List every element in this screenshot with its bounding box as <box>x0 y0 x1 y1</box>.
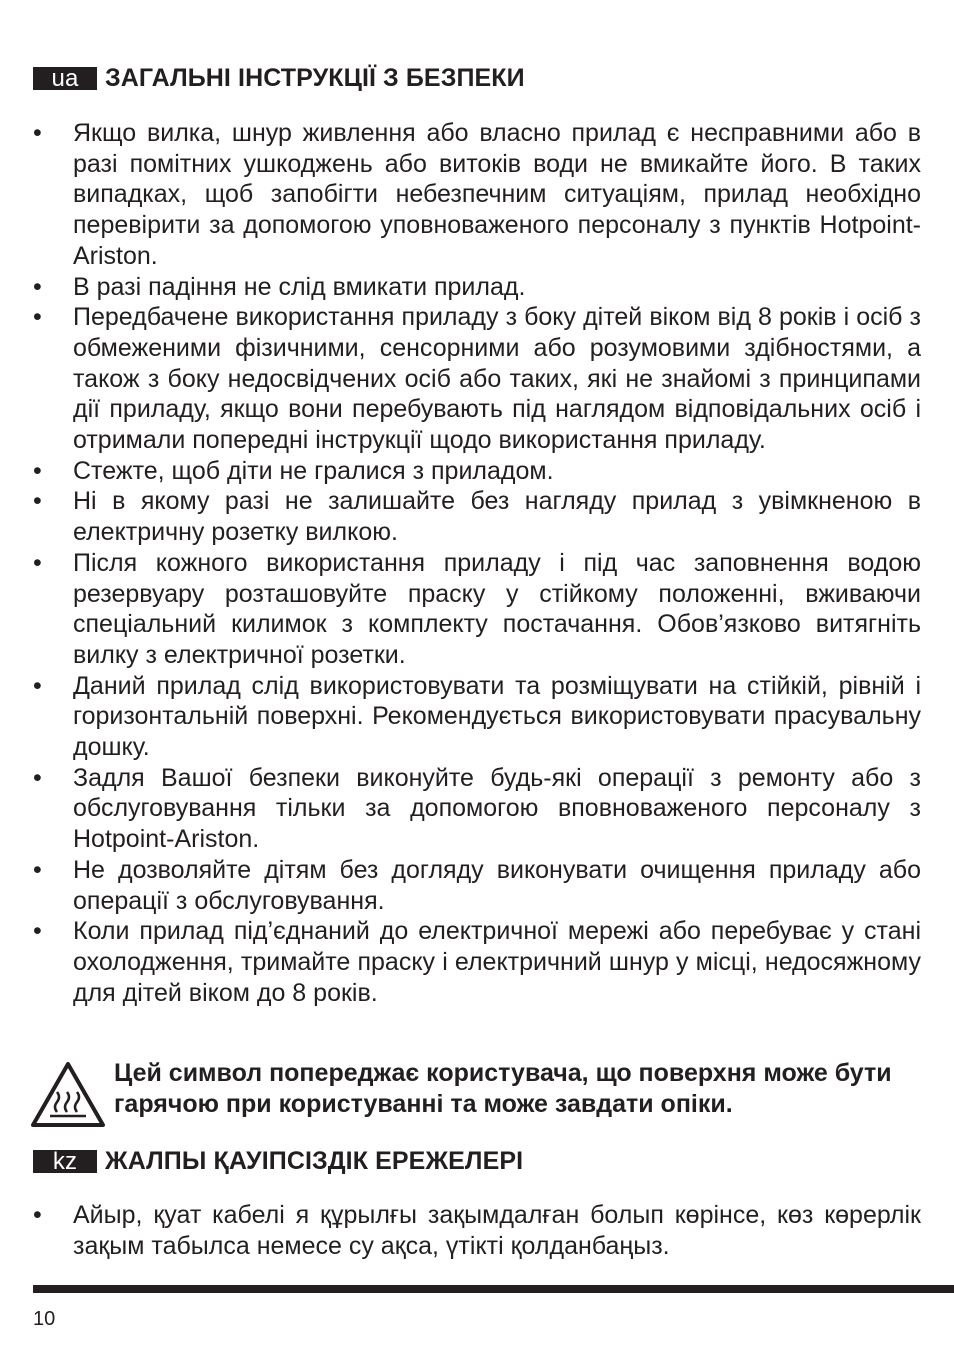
list-item: • Передбачене використання приладу з боку дітей віком від 8 років і осіб з обмеженими фізичними, сенсорними або розумовими здібностями, а також з боку недосвідчених осіб або таких, які не знайомі з принципами дії приладу, якщо вони перебувають під наглядом відповідальних осіб і отримали попередні інструкції щодо використання приладу. <box>33 303 921 455</box>
bullet: • <box>33 119 42 147</box>
list-item: • В разі падіння не слід вмикати прилад. <box>33 272 526 301</box>
section-title-ua: ЗАГАЛЬНІ ІНСТРУКЦІЇ З БЕЗПЕКИ <box>105 64 525 92</box>
section-title-kz: ЖАЛПЫ ҚАУІПСІЗДІК ЕРЕЖЕЛЕРІ <box>105 1147 524 1175</box>
language-badge-ua: ua <box>33 67 97 90</box>
bullet: • <box>33 303 42 332</box>
footer-rule <box>33 1285 954 1293</box>
bullet: • <box>33 917 42 946</box>
section-heading-kz <box>33 1147 523 1176</box>
list-item: • Після кожного використання приладу і під час заповнення водою резервуару розташовуйте праску у стійкому положенні, вживаючи спеціальний килимок з комплекту постачання. Обов’язково витягніть вилку з електричної розетки. <box>33 548 921 669</box>
safety-list-kz <box>33 1200 921 1261</box>
list-item: • Коли прилад під’єднаний до електричної мережі або перебуває у стані охолодження, тримайте праску і електричний шнур у місці, недосяжному для дітей віком до 8 років. <box>33 917 921 1007</box>
section-heading-ua <box>33 64 525 93</box>
list-item: • Не дозволяйте дітям без догляду виконувати очищення приладу або операції з обслуговування. <box>33 855 921 915</box>
bullet: • <box>33 855 42 884</box>
bullet: • <box>33 548 42 577</box>
bullet: • <box>33 456 42 485</box>
hot-surface-warning <box>30 1058 910 1128</box>
warning-text: Цей символ попереджає користувача, що поверхня може бути гарячою при користуванні та може завдати опіки. <box>114 1059 892 1118</box>
list-item: • Даний прилад слід використовувати та розміщувати на стійкій, рівній і горизонтальній поверхні. Рекомендується використовувати прасувальну дошку. <box>33 671 921 762</box>
list-item: • Айыр, қуат кабелі я құрылғы зақымдалған болып көрінсе, көз көрерлік зақым табылса немесе су ақса, үтікті қолданбаңыз. <box>33 1201 921 1260</box>
safety-list-ua <box>33 118 921 1008</box>
list-item: • Ні в якому разі не залишайте без нагляду прилад з увімкненою в електричну розетку вилкою. <box>33 487 921 547</box>
list-item: • Стежте, щоб діти не гралися з приладом. <box>33 456 554 485</box>
hot-surface-warning-icon <box>30 1060 106 1128</box>
language-badge-kz: kz <box>33 1150 97 1173</box>
list-item: • Задля Вашої безпеки виконуйте будь-які операції з ремонту або з обслуговування тільки за допомогою вповноваженого персоналу з Hotpoint-Ariston. <box>33 763 921 854</box>
bullet: • <box>33 671 42 700</box>
bullet: • <box>33 487 42 516</box>
bullet: • <box>33 1201 42 1229</box>
page-number: 10 <box>33 1308 56 1330</box>
bullet: • <box>33 763 42 792</box>
list-item: • Якщо вилка, шнур живлення або власно прилад є несправними або в разі помітних ушкоджень або витоків води не вмикайте його. В таких випадках, щоб запобігти небезпечним ситуаціям, прилад необхідно перевірити за допомогою уповноваженого персоналу з пунктів Hotpoint-Ariston. <box>33 119 921 270</box>
bullet: • <box>33 272 42 301</box>
